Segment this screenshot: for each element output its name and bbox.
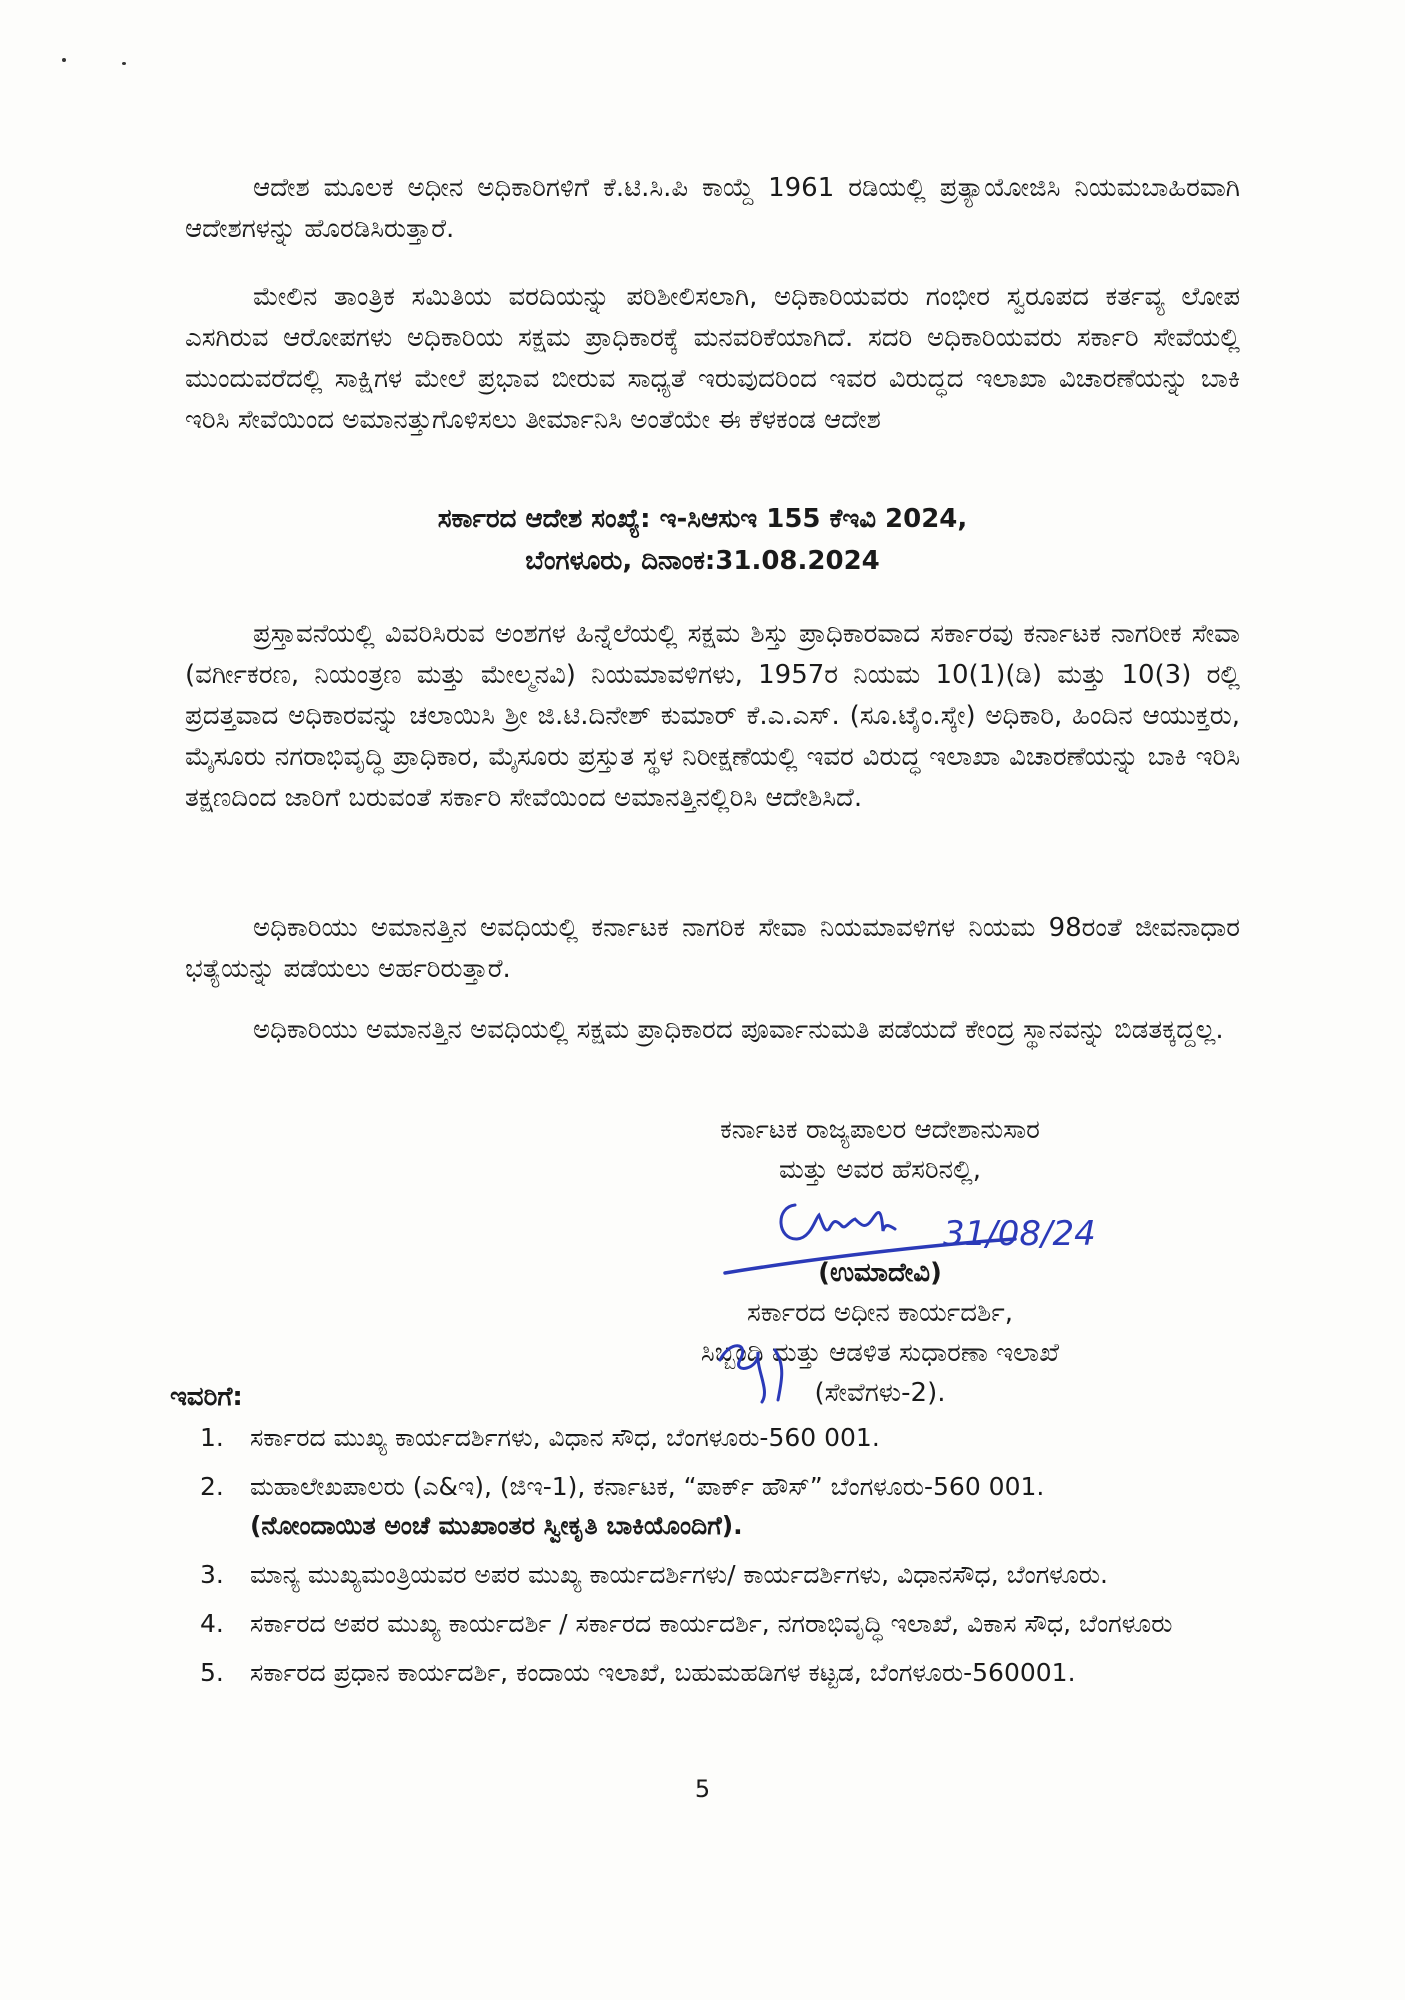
item-number: 3. bbox=[200, 1560, 224, 1589]
order-heading bbox=[0, 498, 1405, 582]
signatory-details bbox=[560, 1253, 1200, 1413]
item-text: ಸರ್ಕಾರದ ಅಪರ ಮುಖ್ಯ ಕಾರ್ಯದರ್ಶಿ / ಸರ್ಕಾರದ ಕಾರ್ಯದರ್ಶಿ, ನಗರಾಭಿವೃದ್ಧಿ ಇಲಾಖೆ, ವಿಕಾಸ ಸೌಧ, ಬೆಂಗಳೂರು bbox=[250, 1609, 1173, 1638]
recipients-title: ಇವರಿಗೆ: bbox=[170, 1382, 243, 1412]
scan-speck bbox=[122, 62, 126, 65]
paragraph-2: ಮೇಲಿನ ತಾಂತ್ರಿಕ ಸಮಿತಿಯ ವರದಿಯನ್ನು ಪರಿಶೀಲಿಸಲಾಗಿ, ಅಧಿಕಾರಿಯವರು ಗಂಭೀರ ಸ್ವರೂಪದ ಕರ್ತವ್ಯ ಲೋಪ ಎಸಗಿರುವ ಆರೋಪಗಳು ಅಧಿಕಾರಿಯ ಸಕ್ಷಮ ಪ್ರಾಧಿಕಾರಕ್ಕೆ ಮನವರಿಕೆಯಾಗಿದೆ. ಸದರಿ ಅಧಿಕಾರಿಯವರು ಸರ್ಕಾರಿ ಸೇವೆಯಲ್ಲಿ ಮುಂದುವರೆದಲ್ಲಿ ಸಾಕ್ಷಿಗಳ ಮೇಲೆ ಪ್ರಭಾವ ಬೀರುವ ಸಾಧ್ಯತೆ ಇರುವುದರಿಂದ ಇವರ ವಿರುದ್ಧದ ಇಲಾಖಾ ವಿಚಾರಣೆಯನ್ನು ಬಾಕಿ ಇರಿಸಿ ಸೇವೆಯಿಂದ ಅಮಾನತ್ತುಗೊಳಿಸಲು ತೀರ್ಮಾನಿಸಿ ಅಂತೆಯೇ ಈ ಕೆಳಕಂಡ ಆದೇಶ bbox=[185, 282, 1240, 435]
page-number: 5 bbox=[694, 1775, 711, 1803]
list-item bbox=[200, 1467, 1245, 1545]
paragraph-3: ಪ್ರಸ್ತಾವನೆಯಲ್ಲಿ ವಿವರಿಸಿರುವ ಅಂಶಗಳ ಹಿನ್ನೆಲೆಯಲ್ಲಿ ಸಕ್ಷಮ ಶಿಸ್ತು ಪ್ರಾಧಿಕಾರವಾದ ಸರ್ಕಾರವು ಕರ್ನಾಟಕ ನಾಗರೀಕ ಸೇವಾ (ವರ್ಗೀಕರಣ, ನಿಯಂತ್ರಣ ಮತ್ತು ಮೇಲ್ಮನವಿ) ನಿಯಮಾವಳಿಗಳು, 1957ರ ನಿಯಮ 10(1)(ಡಿ) ಮತ್ತು 10(3) ರಲ್ಲಿ ಪ್ರದತ್ತವಾದ ಅಧಿಕಾರವನ್ನು ಚಲಾಯಿಸಿ ಶ್ರೀ ಜಿ.ಟಿ.ದಿನೇಶ್ ಕುಮಾರ್ ಕೆ.ಎ.ಎಸ್. (ಸೂ.ಟೈಂ.ಸ್ಕೇ) ಅಧಿಕಾರಿ, ಹಿಂದಿನ ಆಯುಕ್ತರು, ಮೈಸೂರು ನಗರಾಭಿವೃದ್ಧಿ ಪ್ರಾಧಿಕಾರ, ಮೈಸೂರು ಪ್ರಸ್ತುತ ಸ್ಥಳ ನಿರೀಕ್ಷಣೆಯಲ್ಲಿ ಇವರ ವಿರುದ್ಧ ಇಲಾಖಾ ವಿಚಾರಣೆಯನ್ನು ಬಾಕಿ ಇರಿಸಿ ತಕ್ಷಣದಿಂದ ಜಾರಿಗೆ ಬರುವಂತೆ ಸರ್ಕಾರಿ ಸೇವೆಯಿಂದ ಅಮಾನತ್ತಿನಲ್ಲಿರಿಸಿ ಆದೇಶಿಸಿದೆ. bbox=[185, 619, 1240, 813]
item-number: 5. bbox=[200, 1658, 224, 1687]
item-number: 4. bbox=[200, 1609, 224, 1638]
authority-line-2: ಮತ್ತು ಅವರ ಹೆಸರಿನಲ್ಲಿ, bbox=[778, 1155, 982, 1185]
scan-speck bbox=[62, 58, 66, 62]
item-text: ಮಾನ್ಯ ಮುಖ್ಯಮಂತ್ರಿಯವರ ಅಪರ ಮುಖ್ಯ ಕಾರ್ಯದರ್ಶಿಗಳು/ ಕಾರ್ಯದರ್ಶಿಗಳು, ವಿಧಾನಸೌಧ, ಬೆಂಗಳೂರು. bbox=[250, 1560, 1108, 1589]
signatory-designation: ಸರ್ಕಾರದ ಅಧೀನ ಕಾರ್ಯದರ್ಶಿ, bbox=[746, 1298, 1014, 1328]
list-item bbox=[200, 1555, 1245, 1594]
recipients-list bbox=[200, 1418, 1245, 1702]
item-text: ಸರ್ಕಾರದ ಪ್ರಧಾನ ಕಾರ್ಯದರ್ಶಿ, ಕಂದಾಯ ಇಲಾಖೆ, ಬಹುಮಹಡಿಗಳ ಕಟ್ಟಡ, ಬೆಂಗಳೂರು-560001. bbox=[250, 1658, 1076, 1687]
order-place-date: ಬೆಂಗಳೂರು, ದಿನಾಂಕ:31.08.2024 bbox=[525, 546, 880, 576]
signature-date: 31/08/24 bbox=[943, 1214, 1096, 1254]
list-item bbox=[200, 1418, 1245, 1457]
paragraph-1: ಆದೇಶ ಮೂಲಕ ಅಧೀನ ಅಧಿಕಾರಿಗಳಿಗೆ ಕೆ.ಟಿ.ಸಿ.ಪಿ ಕಾಯ್ದೆ 1961 ರಡಿಯಲ್ಲಿ ಪ್ರತ್ಯಾಯೋಜಿಸಿ ನಿಯಮಬಾಹಿರವಾಗಿ ಆದೇಶಗಳನ್ನು ಹೊರಡಿಸಿರುತ್ತಾರೆ. bbox=[185, 173, 1240, 244]
signatory-department: ಸಿಬ್ಬಂದಿ ಮತ್ತು ಆಡಳಿತ ಸುಧಾರಣಾ ಇಲಾಖೆ bbox=[700, 1338, 1060, 1368]
signature-block bbox=[560, 1110, 1200, 1190]
paragraph-4: ಅಧಿಕಾರಿಯು ಅಮಾನತ್ತಿನ ಅವಧಿಯಲ್ಲಿ ಕರ್ನಾಟಕ ನಾಗರಿಕ ಸೇವಾ ನಿಯಮಾವಳಿಗಳ ನಿಯಮ 98ರಂತೆ ಜೀವನಾಧಾರ ಭತ್ಯೆಯನ್ನು ಪಡೆಯಲು ಅರ್ಹರಿರುತ್ತಾರೆ. bbox=[185, 913, 1240, 984]
authority-line: ಕರ್ನಾಟಕ ರಾಜ್ಯಪಾಲರ ಆದೇಶಾನುಸಾರ bbox=[720, 1115, 1040, 1145]
item-number: 1. bbox=[200, 1423, 224, 1452]
item-number: 2. bbox=[200, 1472, 224, 1501]
list-item bbox=[200, 1653, 1245, 1692]
signatory-section: (ಸೇವೆಗಳು-2). bbox=[814, 1378, 946, 1408]
item-text: ಸರ್ಕಾರದ ಮುಖ್ಯ ಕಾರ್ಯದರ್ಶಿಗಳು, ವಿಧಾನ ಸೌಧ, ಬೆಂಗಳೂರು-560 001. bbox=[250, 1423, 880, 1452]
item-note: (ನೋಂದಾಯಿತ ಅಂಚೆ ಮುಖಾಂತರ ಸ್ವೀಕೃತಿ ಬಾಕಿಯೊಂದಿಗೆ). bbox=[250, 1511, 743, 1540]
initials-mark bbox=[700, 1330, 820, 1410]
item-text: ಮಹಾಲೇಖಪಾಲರು (ಎ&ಇ), (ಜಿಇ-1), ಕರ್ನಾಟಕ, “ಪಾರ್ಕ್ ಹೌಸ್” ಬೆಂಗಳೂರು-560 001. bbox=[250, 1472, 1045, 1501]
paragraph-5: ಅಧಿಕಾರಿಯು ಅಮಾನತ್ತಿನ ಅವಧಿಯಲ್ಲಿ ಸಕ್ಷಮ ಪ್ರಾಧಿಕಾರದ ಪೂರ್ವಾನುಮತಿ ಪಡೆಯದೆ ಕೇಂದ್ರ ಸ್ಥಾನವನ್ನು ಬಿಡತಕ್ಕದ್ದಲ್ಲ. bbox=[253, 1015, 1224, 1045]
list-item bbox=[200, 1604, 1245, 1643]
signatory-name: (ಉಮಾದೇವಿ) bbox=[818, 1258, 942, 1288]
order-number: ಸರ್ಕಾರದ ಆದೇಶ ಸಂಖ್ಯೆ: ಇ-ಸಿಆಸುಇ 155 ಕೆಇವಿ 2024, bbox=[437, 504, 968, 534]
